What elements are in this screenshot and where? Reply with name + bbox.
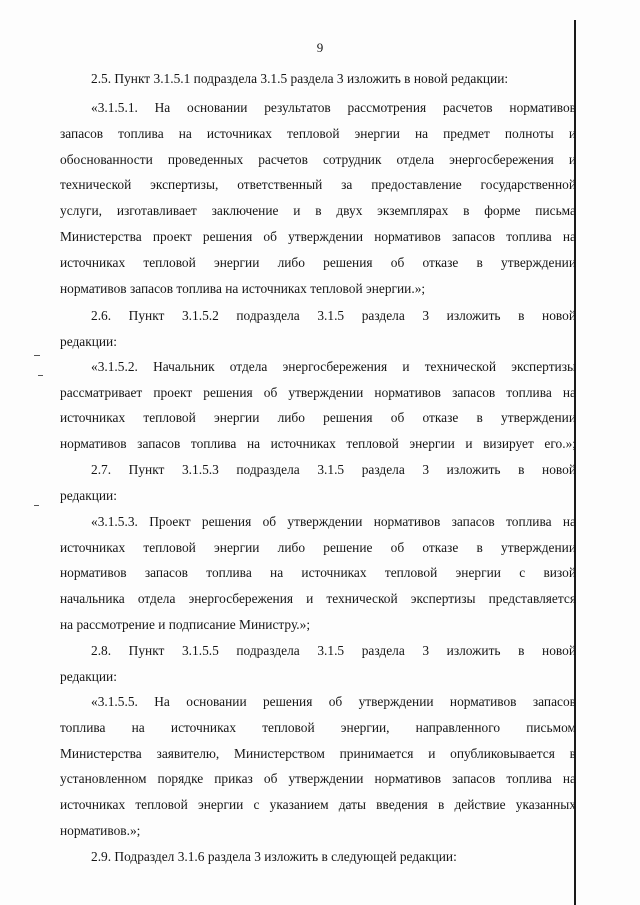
text-line: «3.1.5.2. Начальник отдела энергосбережения и технической экспертизы [91,359,576,374]
text-line: 2.5. Пункт 3.1.5.1 подраздела 3.1.5 раздела 3 изложить в новой редакции: [91,71,509,86]
text-line: 2.8. Пункт 3.1.5.5 подраздела 3.1.5 раздела 3 изложить в новой [91,643,576,658]
text-line: нормативов запасов топлива на источниках тепловой энергии с визой [60,565,576,580]
text-line: Министерства заявителю, Министерством принимается и опубликовывается в [60,746,576,761]
text-line: нормативов запасов топлива на источниках тепловой энергии.»; [60,281,426,296]
text-line: «3.1.5.3. Проект решения об утверждении нормативов запасов топлива на [91,514,576,529]
text-line: редакции: [60,334,117,349]
text-line: источниках тепловой энергии с указанием даты введения в действие указанных [60,797,576,812]
text-line: «3.1.5.1. На основании результатов рассмотрения расчетов нормативов [91,100,576,115]
text-line: 2.9. Подраздел 3.1.6 раздела 3 изложить в следующей редакции: [91,849,457,864]
text-line: источниках тепловой энергии либо решение об отказе в утверждении [60,540,576,555]
text-line: источниках тепловой энергии либо решения об отказе в утверждении [60,410,576,425]
text-line: «3.1.5.5. На основании решения об утверждении нормативов запасов [91,694,576,709]
text-line: нормативов.»; [60,823,141,838]
text-line: рассматривает проект решения об утверждении нормативов запасов топлива на [60,385,576,400]
text-line: запасов топлива на источниках тепловой энергии на предмет полноты и [60,126,576,141]
text-line: источниках тепловой энергии либо решения об отказе в утверждении [60,255,576,270]
text-line: установленном порядке приказ об утверждении нормативов запасов топлива на [60,771,576,786]
text-line: нормативов запасов топлива на источниках тепловой энергии и визирует его.»; [60,436,576,451]
scan-speck [34,355,40,356]
text-line: 2.7. Пункт 3.1.5.3 подраздела 3.1.5 раздела 3 изложить в новой [91,462,576,477]
text-line: услуги, изготавливает заключение и в двух экземплярах в форме письма [60,203,576,218]
scan-speck [38,375,43,376]
text-line: редакции: [60,669,117,684]
text-line: топлива на источниках тепловой энергии, направленного письмом [60,720,576,735]
text-line: на рассмотрение и подписание Министру.»; [60,617,311,632]
page-number: 9 [316,40,324,55]
text-line: начальника отдела энергосбережения и технической экспертизы представляется [60,591,576,606]
text-line: Министерства проект решения об утверждении нормативов запасов топлива на [60,229,576,244]
text-line: редакции: [60,488,117,503]
text-line: 2.6. Пункт 3.1.5.2 подраздела 3.1.5 раздела 3 изложить в новой [91,308,576,323]
text-line: обоснованности проведенных расчетов сотрудник отдела энергосбережения и [60,152,576,167]
scan-speck [34,505,39,506]
text-line: технической экспертизы, ответственный за предоставление государственной [60,177,576,192]
